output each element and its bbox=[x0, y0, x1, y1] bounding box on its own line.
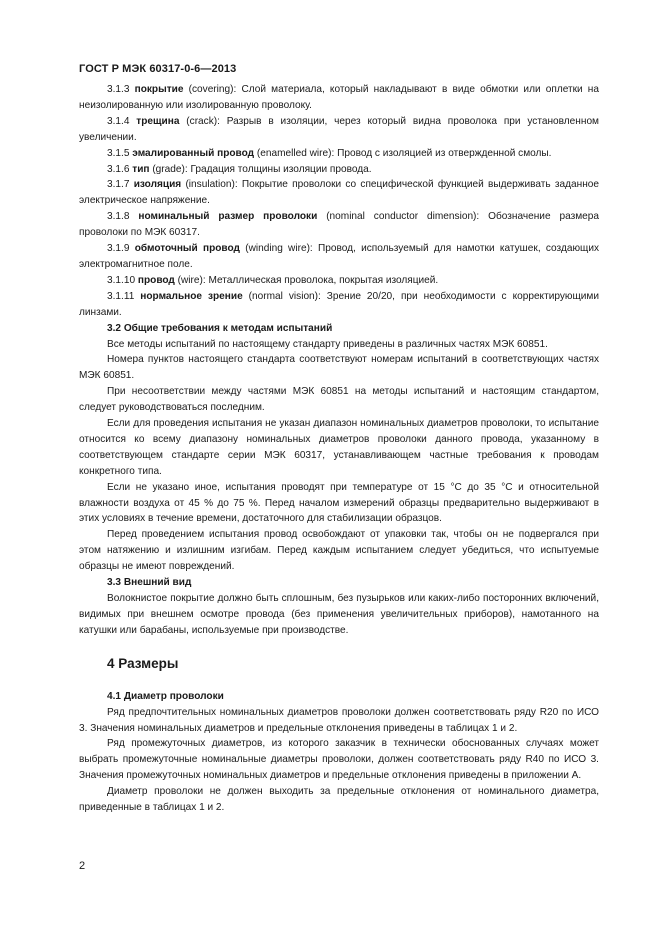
paragraph: Если не указано иное, испытания проводят при температуре от 15 °С до 35 °С и относительной влажности воздуха от 45 % до 75 %. Перед началом измерений образцы предварительно выдерживают в этих условиях в течение времени, достаточного для стабилизации образцов. bbox=[79, 481, 599, 525]
paragraph: Ряд предпочтительных номинальных диаметров проволоки должен соответствовать ряду R20 по ИСО 3. Значения номинальных диаметров и предельные отклонения приведены в таблицах 1 и 2. bbox=[79, 706, 599, 734]
definition-3-1-11 bbox=[79, 289, 599, 321]
definition-3-1-9 bbox=[79, 241, 599, 273]
definition-3-1-8 bbox=[79, 209, 599, 241]
term: обмоточный провод bbox=[134, 243, 240, 255]
definition-text: (covering): Слой материала, который накладывают в виде обмотки или оплетки на неизолированную или изолированную проволоку. bbox=[79, 84, 599, 111]
term: номинальный размер проволоки bbox=[138, 211, 318, 223]
paragraph: Номера пунктов настоящего стандарта соответствуют номерам испытаний в соответствующих частях МЭК 60851. bbox=[79, 354, 599, 382]
document-header: ГОСТ Р МЭК 60317-0-6—2013 bbox=[79, 63, 237, 75]
term: эмалированный провод bbox=[132, 147, 255, 159]
clause-number: 3.1.7 bbox=[107, 179, 130, 191]
definition-3-1-10 bbox=[79, 273, 599, 289]
definition-3-1-4 bbox=[79, 114, 599, 146]
page-number: 2 bbox=[79, 860, 86, 872]
clause-number: 3.1.11 bbox=[107, 290, 135, 302]
term: тип bbox=[132, 163, 150, 175]
clause-number: 3.1.5 bbox=[107, 147, 130, 159]
definition-text: (crack): Разрыв в изоляции, через который видна проволока при установленном увеличении. bbox=[79, 115, 600, 143]
definition-3-1-5 bbox=[79, 146, 599, 162]
definition-text: (winding wire): Провод, используемый для намотки катушек, создающих электромагнитное поле. bbox=[79, 243, 600, 270]
paragraph: Все методы испытаний по настоящему стандарту приведены в различных частях МЭК 60851. bbox=[107, 338, 548, 350]
paragraph: При несоответствии между частями МЭК 60851 на методы испытаний и настоящим стандартом, следует руководствоваться последним. bbox=[79, 386, 599, 414]
clause-number: 3.1.10 bbox=[107, 274, 136, 286]
definition-3-1-6 bbox=[79, 162, 599, 178]
definition-text: (normal vision): Зрение 20/20, при необходимости с корректирующими линзами. bbox=[79, 290, 599, 318]
clause-number: 3.1.8 bbox=[107, 211, 130, 223]
term: нормальное зрение bbox=[140, 290, 243, 302]
section-title-4: 4 Размеры bbox=[107, 655, 179, 671]
clause-number: 3.1.4 bbox=[107, 115, 130, 127]
paragraph: Ряд промежуточных диаметров, из которого заказчик в технически обоснованных случаях может выбрать промежуточные номинальные диаметры проволоки, должен соответствовать ряду R40 по ИСО 3. Значения промежуточных номинальных диаметров и предельные отклонения приведены в приложении А. bbox=[79, 738, 599, 782]
definition-text: (enamelled wire): Провод с изоляцией из отвержденной смолы. bbox=[254, 147, 552, 159]
term: покрытие bbox=[134, 84, 184, 95]
definition-3-1-7 bbox=[79, 177, 599, 209]
term: изоляция bbox=[133, 179, 182, 191]
paragraph: Перед проведением испытания провод освобождают от упаковки так, чтобы он не подвергался при этом натяжению и излишним изгибам. Перед каждым испытанием следует убедиться, что испытуемые образцы не имеют повреждений. bbox=[79, 529, 599, 573]
definition-text: (nominal conductor dimension): Обозначение размера проволоки по МЭК 60317. bbox=[79, 211, 599, 239]
clause-number: 3.1.9 bbox=[107, 243, 130, 255]
paragraph: Диаметр проволоки не должен выходить за предельные отклонения от номинального диаметра, приведенные в таблицах 1 и 2. bbox=[79, 786, 599, 814]
definition-text: (wire): Металлическая проволока, покрытая изоляцией. bbox=[174, 274, 439, 286]
definition-text: (grade): Градация толщины изоляции провода. bbox=[149, 163, 372, 175]
paragraph: Волокнистое покрытие должно быть сплошным, без пузырьков или каких-либо посторонних включений, видимых при внешнем осмотре провода (без применения увеличительных приборов), намотанного на катушки или барабаны, используемые при производстве. bbox=[79, 593, 599, 636]
subsection-title-3-2: 3.2 Общие требования к методам испытаний bbox=[107, 322, 333, 334]
clause-number: 3.1.6 bbox=[107, 163, 130, 175]
term: провод bbox=[137, 274, 175, 286]
paragraph: Если для проведения испытания не указан диапазон номинальных диаметров проволоки, то испытание относится ко всему диапазону номинальных диаметров проволоки данного провода, указанному в соответствующем стандарте серии МЭК 60317, устанавливающем частные требования к проводам конкретного типа. bbox=[79, 418, 599, 477]
document-body bbox=[79, 82, 599, 816]
subsection-title-3-3: 3.3 Внешний вид bbox=[107, 577, 192, 589]
definition-3-1-3 bbox=[79, 82, 599, 114]
subsection-title-4-1: 4.1 Диаметр проволоки bbox=[107, 690, 224, 702]
clause-number: 3.1.3 bbox=[107, 84, 130, 95]
definition-text: (insulation): Покрытие проволоки со специфической функцией выдерживать заданное электрическое напряжение. bbox=[79, 179, 599, 207]
term: трещина bbox=[136, 115, 180, 127]
